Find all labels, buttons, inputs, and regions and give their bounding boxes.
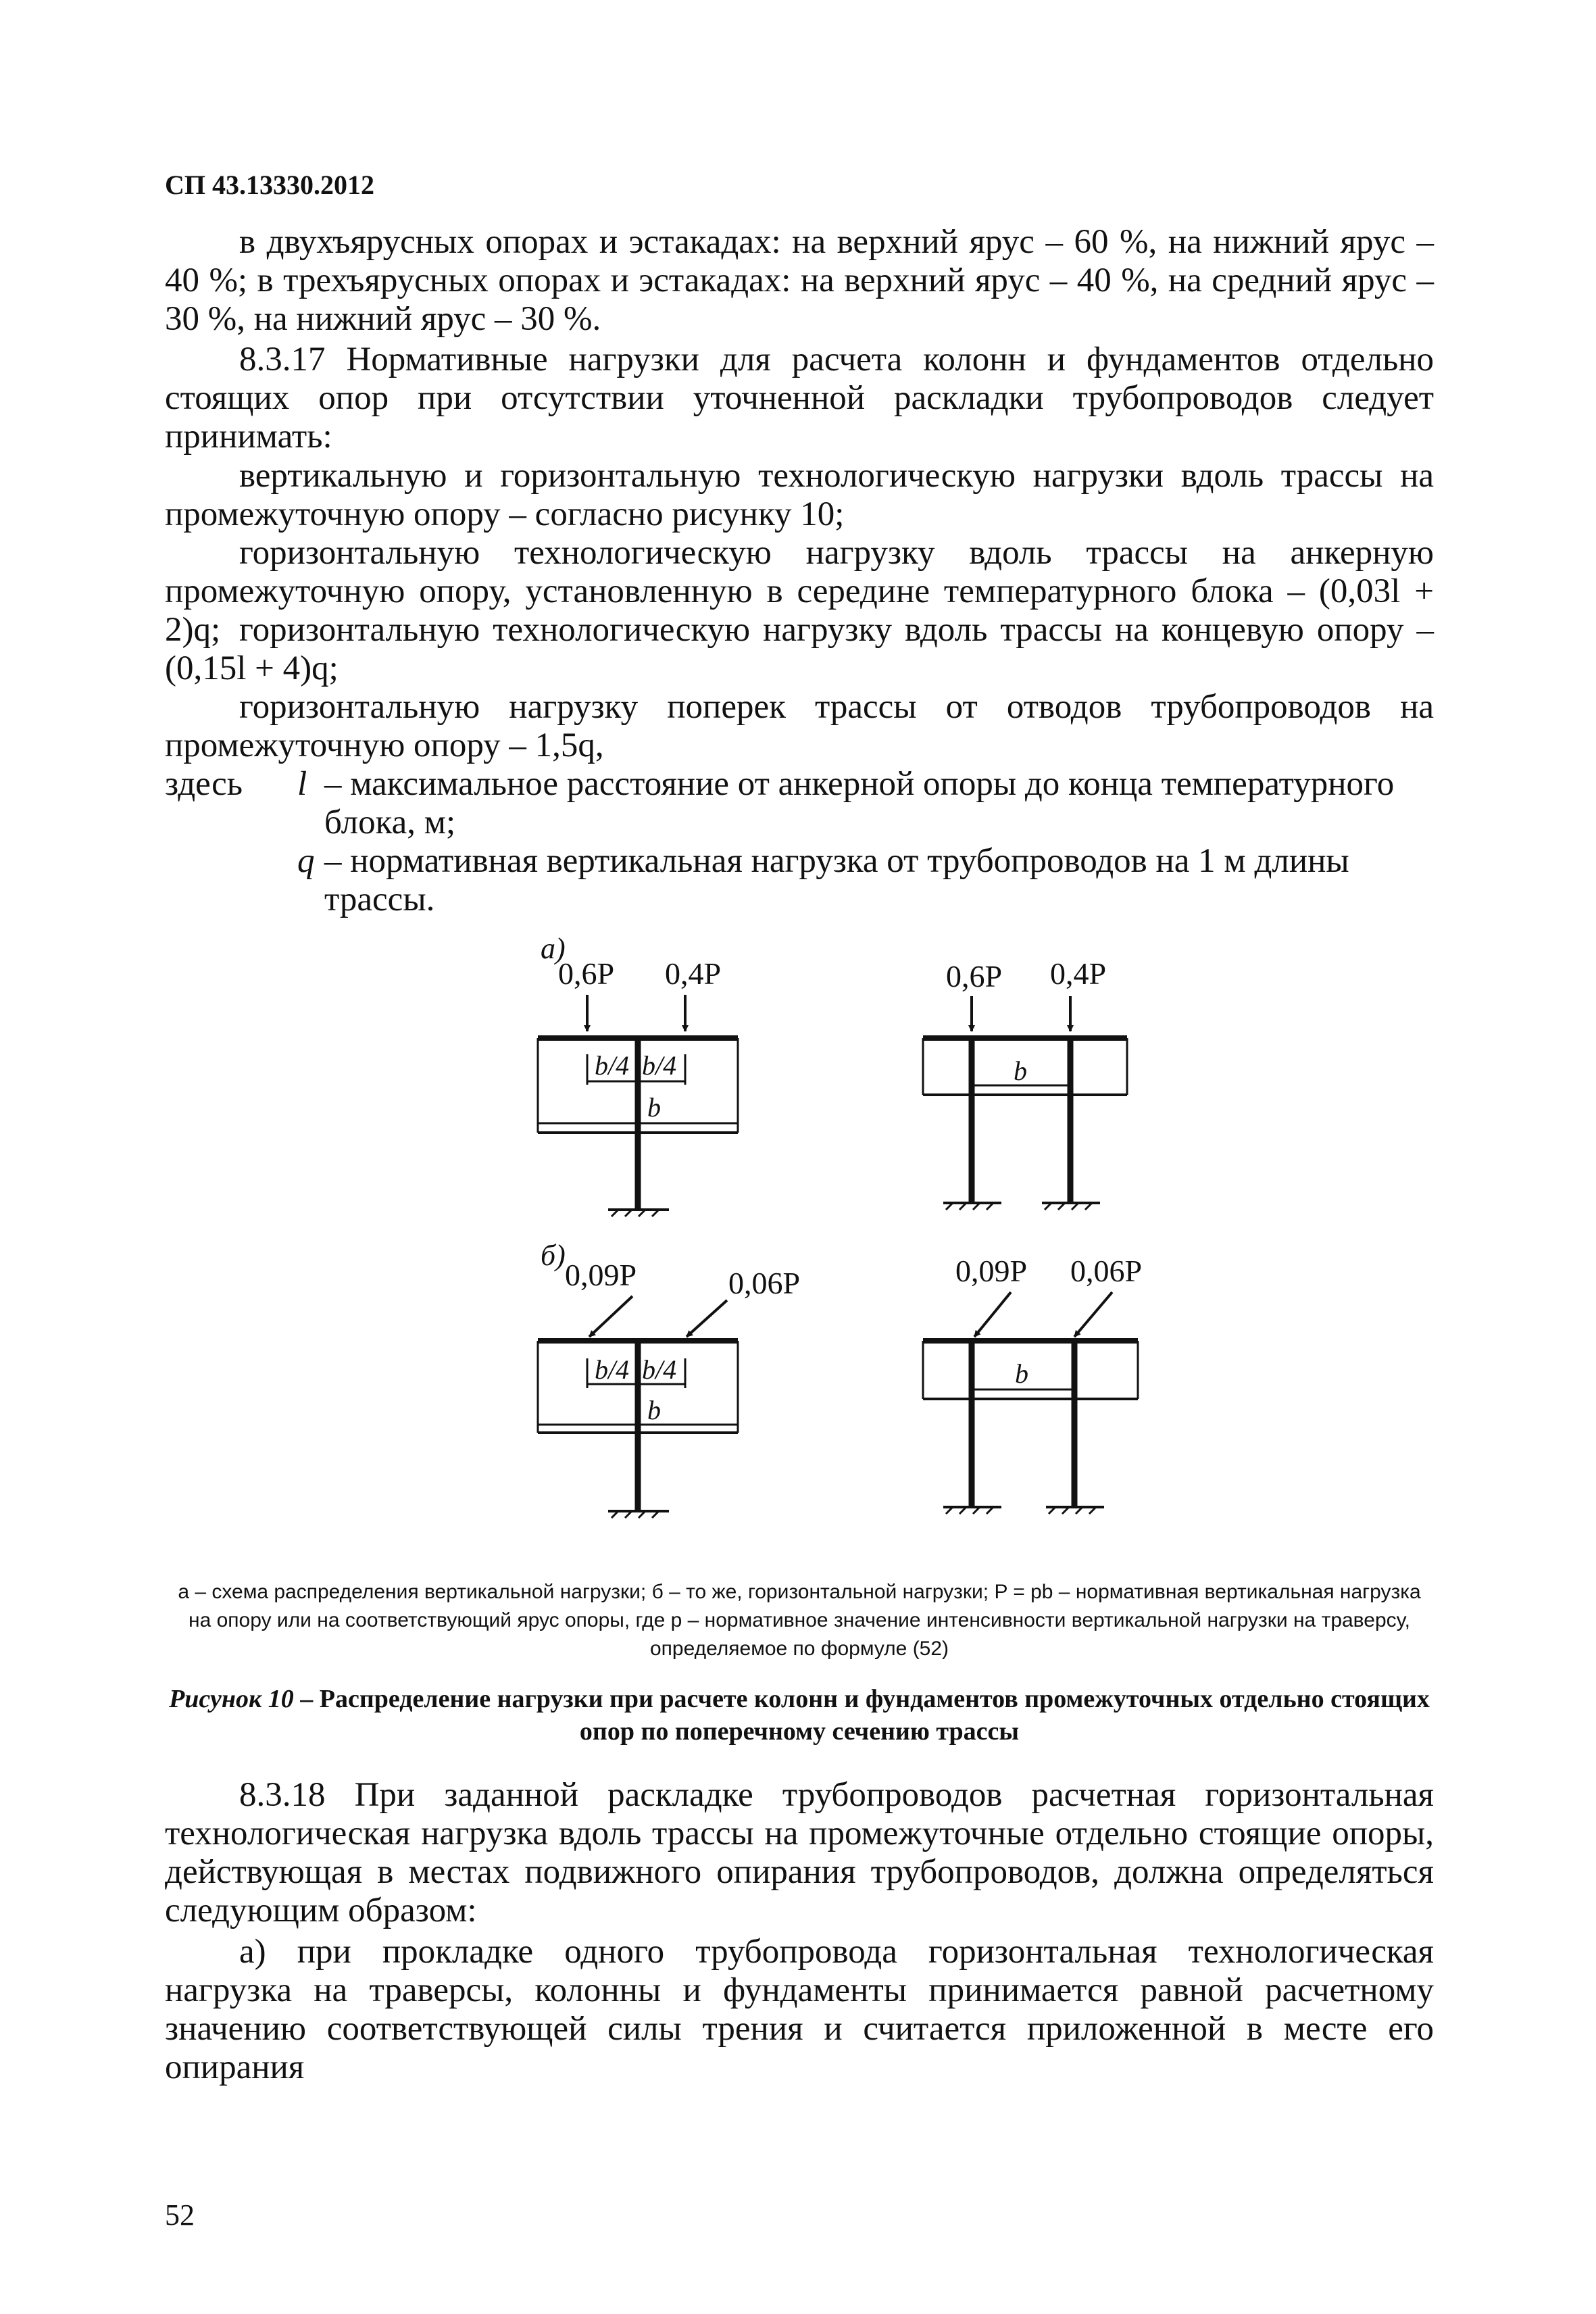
dim-label-b4-right-b: b/4 (642, 1354, 677, 1385)
load-label-009p-right: 0,09P (955, 1254, 1028, 1288)
definition-q-text: – нормативная вертикальная нагрузка от трубопроводов на 1 м длины трассы. (324, 842, 1349, 918)
dim-label-b4-right: b/4 (642, 1050, 677, 1081)
load-label-006p-right: 0,06P (1070, 1254, 1143, 1288)
dim-label-b-b-right: b (1015, 1358, 1028, 1389)
paragraph-single-pipeline: а) при прокладке одного трубопровода горизонтальная технологическая нагрузка на траверсы, колонны и фундаменты принимается равной расчетному значению соответствующей силы трения и считается приложенной в месте его опирания (165, 1933, 1434, 2086)
dim-label-b: b (647, 1092, 661, 1123)
definitions-here-label: здесь (165, 765, 243, 803)
figure-title-prefix: Рисунок 10 (169, 1685, 294, 1713)
paragraph-tier-distribution: в двухъярусных опорах и эстакадах: на верхний ярус – 60 %, на нижний ярус – 40 %; в трехъярусных опорах и эстакадах: на верхний ярус – 40 %, на средний ярус – 30 %, на нижний ярус – 30 %. (165, 223, 1434, 338)
arrow-006p (687, 1300, 727, 1337)
paragraph-8-3-17: 8.3.17 Нормативные нагрузки для расчета колонн и фундаментов отдельно стоящих опор при отсутствии уточненной раскладки трубопроводов следует принимать: (165, 341, 1434, 456)
load-label-04p: 0,4P (665, 956, 722, 991)
load-label-009p: 0,09P (565, 1258, 637, 1292)
label-a: а) (541, 932, 566, 965)
page-number: 52 (165, 2198, 195, 2232)
figure-caption-legend: а – схема распределения вертикальной нагрузки; б – то же, горизонтальной нагрузки; P = pb – нормативная вертикальная нагрузка на опору или на соответствующий ярус опоры, где p – нормативное значение интенсивности вертикальной нагрузки на траверсу, определяемое по формуле (52) (178, 1581, 1421, 1660)
paragraph-end-support-load: горизонтальную технологическую нагрузку вдоль трассы на концевую опору – (0,15l + 4)q; (165, 611, 1434, 687)
diagram-a-two-columns (923, 956, 1127, 1210)
document-code-header: СП 43.13330.2012 (165, 170, 374, 200)
figure-10-load-diagrams (0, 919, 1596, 1541)
paragraph-vertical-horizontal-load: вертикальную и горизонтальную технологическую нагрузки вдоль трассы на промежуточную опору – согласно рисунку 10; (165, 457, 1434, 533)
dim-label-b4-left: b/4 (595, 1050, 630, 1081)
figure-title (165, 1683, 1434, 1748)
load-label-006p: 0,06P (728, 1266, 801, 1300)
diagram-a-single-column (538, 932, 738, 1216)
definition-l-symbol: l (297, 765, 307, 803)
paragraph-8-3-18: 8.3.18 При заданной раскладке трубопроводов расчетная горизонтальная технологическая нагрузка вдоль трассы на промежуточные отдельно стоящие опоры, действующая в местах подвижного опирания трубопроводов, должна определяться следующим образом: (165, 1776, 1434, 1929)
arrow-009p (589, 1296, 632, 1337)
definition-l-text: – максимальное расстояние от анкерной опоры до конца температурного блока, м; (324, 765, 1395, 841)
label-b: б) (541, 1239, 566, 1272)
definition-q-symbol: q (297, 842, 315, 880)
diagram-b-two-columns (923, 1254, 1142, 1514)
dim-label-b-right: b (1014, 1056, 1027, 1086)
figure-title-text: – Распределение нагрузки при расчете колонн и фундаментов промежуточных отдельно стоящих опор по поперечному сечению трассы (300, 1685, 1430, 1746)
dim-label-b-b: b (647, 1395, 661, 1425)
load-label-04p-right: 0,4P (1050, 956, 1107, 991)
diagram-b-single-column (538, 1239, 800, 1518)
load-label-06p-right: 0,6P (946, 959, 1003, 993)
paragraph-anchor-support-load: горизонтальную технологическую нагрузку вдоль трассы на анкерную промежуточную опору, установленную в середине температурного блока – (0,03l + 2)q; (165, 534, 1434, 649)
dim-label-b4-left-b: b/4 (595, 1354, 630, 1385)
load-label-06p: 0,6P (558, 956, 615, 991)
paragraph-transverse-load: горизонтальную нагрузку поперек трассы от отводов трубопроводов на промежуточную опору – 1,5q, (165, 688, 1434, 764)
